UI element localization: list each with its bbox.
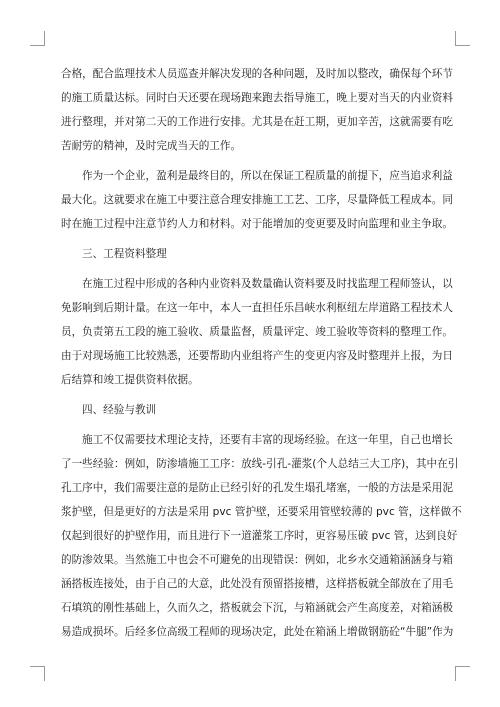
crop-mark-bottom-left: [30, 666, 45, 681]
text-line: 最大化。这就要求在施工中要注意合理安排施工工艺、工序，尽量降低工程成本。同: [61, 194, 453, 206]
crop-mark-top-left: [30, 31, 45, 46]
text-line: 时在施工过程中注意节约人力和材料。对于能增加的变更要及时向监理和业主争取。: [61, 218, 453, 230]
crop-mark-bottom-right: [455, 666, 470, 681]
text-line: 仅起到很好的护壁作用，而且进行下一道灌浆工序时，更容易压破 pvc 管，达到良好: [61, 530, 458, 542]
document-body: [61, 62, 462, 644]
text-line: 的防渗效果。当然施工中也会不可避免的出现错误：例如，北乡水交通箱涵涵身与箱: [61, 554, 453, 566]
crop-mark-top-right: [455, 31, 470, 46]
text-line: 石填筑的刚性基础上，久而久之，搭板就会下沉，与箱涵就会产生高度差，对箱涵极: [61, 602, 453, 614]
text-line: 合格，配合监理技术人员巡查并解决发现的各种问题，及时加以整改，确保每个环节: [61, 68, 453, 80]
section-heading: 四、经验与教训: [82, 404, 157, 416]
text-line: 施工不仅需要技术理论支持，还要有丰富的现场经验。在这一年里，自己也增长: [82, 434, 453, 446]
text-line: 免影响到后期计量。在这一年中，本人一直担任乐昌峡水利枢纽左岸道路工程技术人: [61, 302, 453, 314]
text-line: 后结算和竣工提供资料依据。: [61, 374, 199, 386]
section-heading: 三、工程资料整理: [82, 248, 167, 260]
text-line: 由于对现场施工比较熟悉，还要帮助内业组将产生的变更内容及时整理并上报，为日: [61, 350, 453, 362]
text-line: 易造成损坏。后经多位高级工程师的现场决定，此处在箱涵上增做钢筋砼“牛腿”作为: [61, 626, 454, 638]
text-line: 了一些经验：例如，防渗墙施工工序：放线-引孔-灌浆(个人总结三大工序)，其中在引: [61, 458, 459, 470]
text-line: 涵搭板连接处，由于自己的大意，此处没有预留搭接槽，这样搭板就全部放在了用毛: [61, 578, 453, 590]
text-line: 苦耐劳的精神，及时完成当天的工作。: [61, 140, 242, 152]
text-line: 在施工过程中形成的各种内业资料及数量确认资料要及时找监理工程师签认，以: [82, 278, 453, 290]
text-line: 浆护壁，但是更好的方法是采用 pvc 管护壁，还要采用管壁较薄的 pvc 管，这样做不: [61, 506, 462, 518]
text-line: 作为一个企业，盈利是最终目的，所以在保证工程质量的前提下，应当追求利益: [82, 170, 453, 182]
text-line: 员，负责第五工段的施工验收、质量监督，质量评定、竣工验收等资料的整理工作。: [61, 326, 453, 338]
text-line: 的施工质量达标。同时白天还要在现场跑来跑去指导施工，晚上要对当天的内业资料: [61, 92, 453, 104]
text-line: 孔工序中，我们需要注意的是防止已经引好的孔发生塌孔堵塞，一般的方法是采用泥: [61, 482, 453, 494]
text-line: 进行整理，并对第二天的工作进行安排。尤其是在赶工期，更加辛苦，这就需要有吃: [61, 116, 453, 128]
